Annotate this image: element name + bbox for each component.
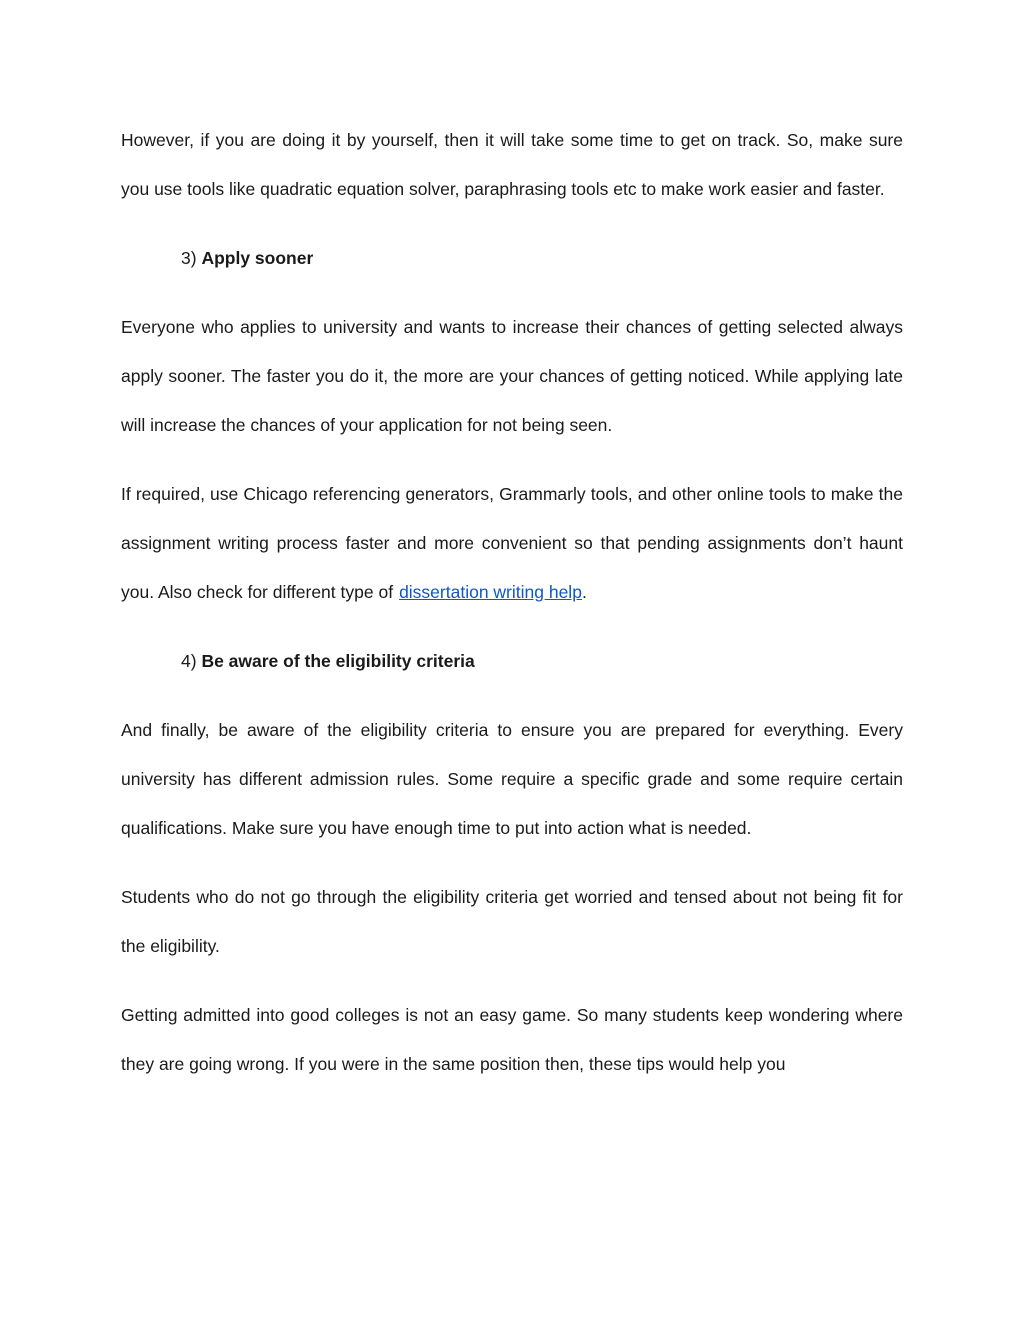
paragraph-students-worried: Students who do not go through the eligibility criteria get worried and tensed about not being fit for the eligibility. xyxy=(121,887,903,956)
heading-eligibility xyxy=(181,637,903,686)
paragraph-text: If required, use Chicago referencing generators, Grammarly tools, and other online tools to make the assignment writing process faster and more convenient so that pending assignments don’t haunt you. Also check for different type of xyxy=(121,484,903,602)
dissertation-help-link[interactable]: dissertation writing help xyxy=(399,582,582,602)
paragraph-apply-sooner: Everyone who applies to university and wants to increase their chances of getting selected always apply sooner. The faster you do it, the more are your chances of getting noticed. While applying late will increase the chances of your application for not being seen. xyxy=(121,317,903,435)
heading-number: 4) xyxy=(181,651,197,671)
heading-title: Be aware of the eligibility criteria xyxy=(201,651,475,671)
paragraph-conclusion: Getting admitted into good colleges is not an easy game. So many students keep wondering where they are going wrong. If you were in the same position then, these tips would help you xyxy=(121,1005,903,1074)
paragraph-eligibility: And finally, be aware of the eligibility criteria to ensure you are prepared for everything. Every university has different admission rules. Some require a specific grade and some require certain qualifications. Make sure you have enough time to put into action what is needed. xyxy=(121,720,903,838)
paragraph-end: . xyxy=(581,582,587,602)
heading-number: 3) xyxy=(181,248,197,268)
paragraph-referencing-tools xyxy=(121,470,903,617)
paragraph-tools: However, if you are doing it by yourself, then it will take some time to get on track. So, make sure you use tools like quadratic equation solver, paraphrasing tools etc to make work easier and faster. xyxy=(121,130,903,199)
heading-apply-sooner xyxy=(181,234,903,283)
heading-title: Apply sooner xyxy=(201,248,314,268)
document-body xyxy=(121,116,903,1109)
